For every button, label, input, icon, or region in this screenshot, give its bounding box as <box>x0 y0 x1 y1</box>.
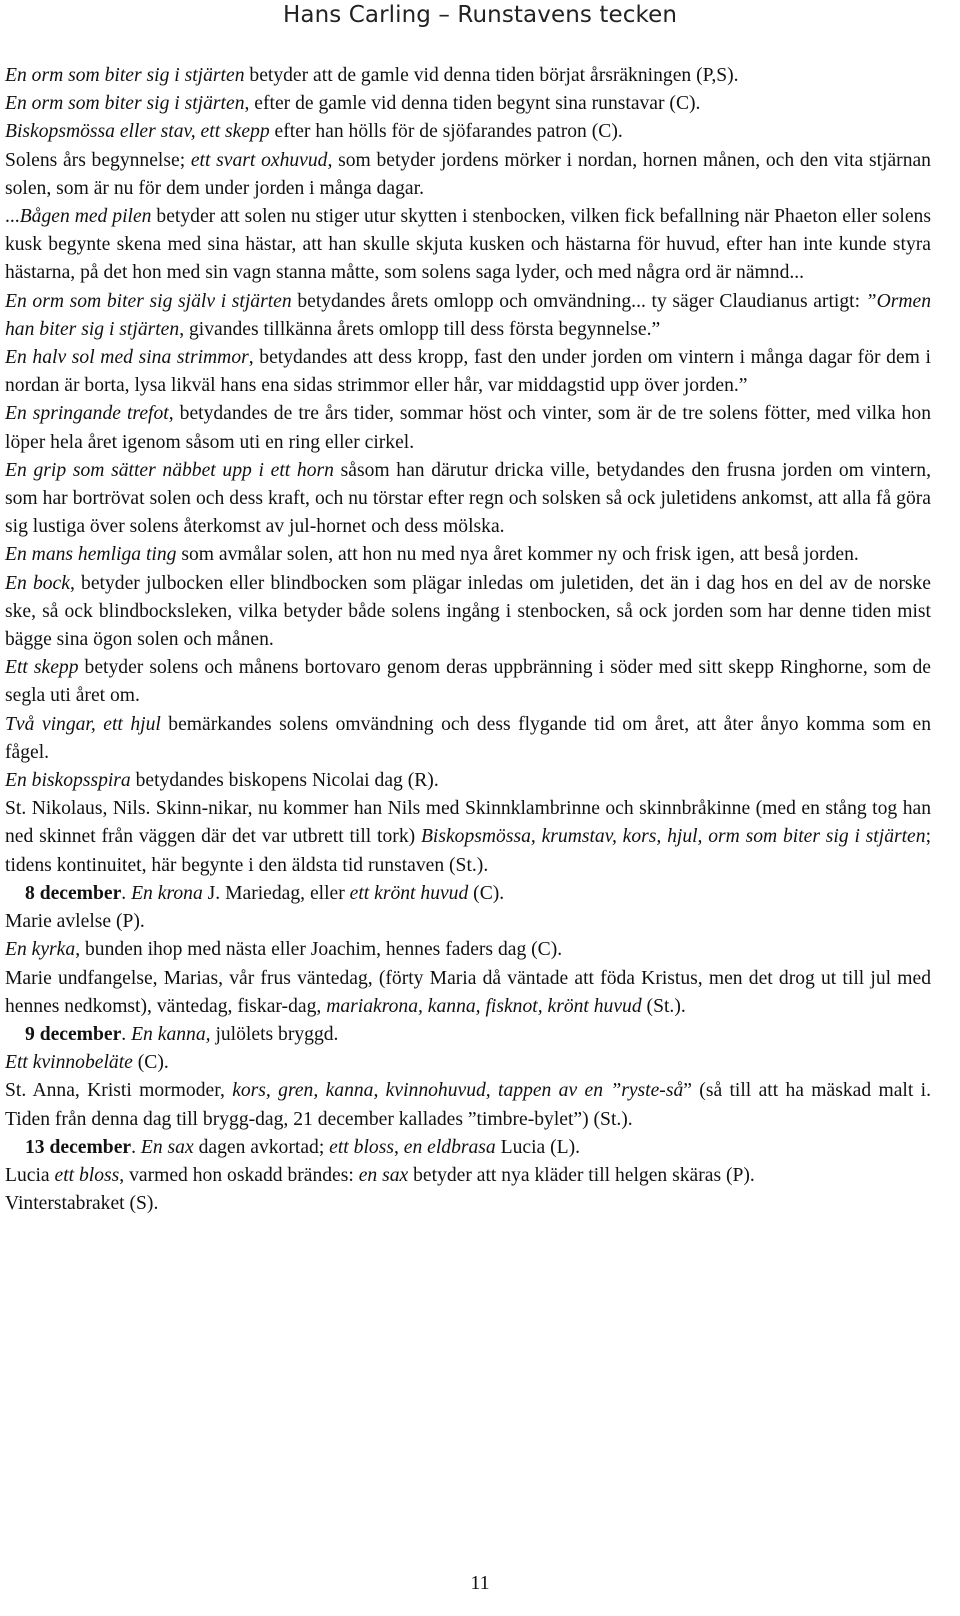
document-body <box>5 62 931 1218</box>
italic-text: Ett skepp <box>5 657 79 679</box>
text-run: Lucia <box>5 1164 55 1186</box>
text-run: (C). <box>132 1052 169 1074</box>
paragraph <box>5 965 931 1021</box>
italic-text: ett svart oxhuvud, <box>190 149 333 171</box>
text-run: ... <box>5 206 20 228</box>
paragraph <box>5 908 931 936</box>
italic-text: En bock <box>5 572 70 594</box>
paragraph <box>5 203 931 288</box>
text-run: julölets bryggd. <box>210 1023 339 1045</box>
italic-text: En krona <box>131 882 203 904</box>
italic-text: Biskopsmössa eller stav, ett skepp <box>5 121 270 143</box>
italic-text: en sax <box>358 1164 409 1186</box>
paragraph <box>5 570 931 655</box>
text-run: St. Nikolaus, Nils. Skinn-nikar, nu kommer han Nils med Skinnklambrinne och skinnbråkinne (med en stång tog han ned skinnet från väggen där det var utbrett till tork) <box>5 798 931 848</box>
text-run: Lucia (L). <box>495 1136 581 1158</box>
text-run: betyder att nya kläder till helgen skäras (P). <box>408 1164 755 1186</box>
paragraph <box>5 1077 931 1133</box>
text-run: som betyder jordens mörker i nordan, hornen månen, och den vita stjärnan solen, som är nu för dem under jorden i många dagar. <box>5 149 931 199</box>
page-number: 11 <box>470 1572 490 1594</box>
text-run: betyder solens och månens bortovaro genom deras uppbränning i söder med sitt skepp Ringhorne, som de segla uti året om. <box>5 657 931 707</box>
bold-date: 9 december <box>25 1023 122 1045</box>
text-run: . <box>121 882 132 904</box>
italic-text: Ett kvinnobeläte <box>5 1052 133 1074</box>
text-run: . <box>121 1023 132 1045</box>
paragraph <box>5 936 931 964</box>
paragraph <box>5 711 931 767</box>
italic-text: En orm som biter sig i stjärten <box>5 65 245 86</box>
text-run: betyder att solen nu stiger utur skytten i stenbocken, vilken fick befallning när Phaeton eller solens kusk begynte skena med sina hästar, att han skulle skjuta kusken och hästarna för huvud, efter han inte kunde styra hästarna, på det hon med sin vagn stanna måtte, som solens saga lyder, och med några ord är nämnd... <box>5 206 931 284</box>
paragraph <box>5 1021 931 1049</box>
bold-date: 8 december <box>25 882 122 904</box>
text-run: , bunden ihop med nästa eller Joachim, hennes faders dag (C). <box>75 939 563 961</box>
text-run: betydandes årets omlopp och omvändning... ty säger Claudianus artigt: <box>291 290 866 312</box>
text-run: , efter de gamle vid denna tiden begynt sina runstavar (C). <box>244 93 701 115</box>
text-run: ” (så till att ha mäskad malt i. Tiden från denna dag till brygg-dag, 21 december kallades ”timbre-bylet”) (St.). <box>5 1080 931 1130</box>
text-run: , givandes tillkänna årets omlopp till dess första begynnelse.” <box>179 318 661 340</box>
text-run: J. Mariedag, eller <box>202 882 350 904</box>
italic-text: En kanna, <box>131 1023 211 1045</box>
italic-text: ett bloss <box>54 1164 120 1186</box>
text-run: Solens års begynnelse; <box>5 149 191 171</box>
italic-text: En mans hemliga ting <box>5 544 177 566</box>
italic-text: ett bloss <box>329 1136 394 1158</box>
italic-text: En halv sol med sina strimmor <box>5 347 249 369</box>
text-run: Marie undfangelse, Marias, vår frus väntedag, (förty Maria då väntade att föda Kristus, men det drog ut till jul med hennes nedkomst), väntedag, fiskar-dag, <box>5 967 931 1017</box>
text-run: ; tidens kontinuitet, här begynte i den äldsta tid runstaven (St.). <box>5 826 932 876</box>
italic-text: Bågen med pilen <box>19 206 152 228</box>
text-run: (St.). <box>641 995 686 1017</box>
italic-text: ett krönt huvud <box>349 882 469 904</box>
italic-text: kors, gren, kanna, kvinnohuvud, tappen av en ”ryste-så <box>232 1080 684 1102</box>
text-run: , <box>393 1136 404 1158</box>
page-header-title: Hans Carling – Runstavens tecken <box>282 2 678 28</box>
text-run: , betydandes att dess kropp, fast den under jorden om vintern i många dagar för dem i nordan är borta, lysa likväl hans ena sidas strimmor eller hår, var middagstid upp över jorden.” <box>5 347 931 397</box>
paragraph <box>5 400 931 456</box>
italic-text: Biskopsmössa, krumstav, kors, hjul, orm som biter sig i stjärten <box>420 826 926 848</box>
text-run: Marie avlelse (P). <box>5 911 145 933</box>
paragraph <box>5 880 931 908</box>
text-run: . <box>131 1136 141 1158</box>
paragraph <box>5 654 931 710</box>
paragraph <box>5 1049 931 1077</box>
text-run: såsom han därutur dricka ville, betydandes den frusna jorden om vintern, som har bortrövat solen och dess kraft, och nu törstar efter regn och solsken så ock juletidens ankomst, att alla få göra sig lustiga över solens återkomst av jul-hornet och dess mölska. <box>5 459 931 538</box>
text-run: betyder att de gamle vid denna tiden börjat årsräkningen (P,S). <box>244 65 739 86</box>
text-run: (C). <box>468 882 505 904</box>
text-run: som avmålar solen, att hon nu med nya året kommer ny och frisk igen, att beså jorden. <box>176 544 859 566</box>
italic-text: mariakrona, kanna, fisknot, krönt huvud <box>326 995 642 1017</box>
paragraph <box>5 457 931 542</box>
italic-text: En orm som biter sig i stjärten <box>5 93 245 115</box>
text-run: St. Anna, Kristi mormoder, <box>5 1080 233 1102</box>
paragraph <box>5 90 931 118</box>
text-run: Vinterstabraket (S). <box>5 1193 159 1215</box>
italic-text: En sax <box>140 1136 194 1158</box>
text-run: , varmed hon oskadd brändes: <box>119 1164 359 1186</box>
paragraph <box>5 118 931 146</box>
paragraph <box>5 147 931 203</box>
italic-text: En biskopsspira <box>5 770 131 792</box>
paragraph <box>5 1162 931 1190</box>
text-run: betydandes biskopens Nicolai dag (R). <box>130 770 439 792</box>
italic-text: En kyrka <box>5 939 76 961</box>
italic-text: en eldbrasa <box>403 1136 496 1158</box>
text-run: bemärkandes solens omvändning och dess flygande tid om året, att åter ånyo komma som en fågel. <box>5 713 931 763</box>
text-run: efter han hölls för de sjöfarandes patron (C). <box>269 121 623 143</box>
paragraph <box>5 344 931 400</box>
paragraph <box>5 288 931 344</box>
paragraph <box>5 62 931 90</box>
italic-text: ”Ormen han biter sig i stjärten <box>5 290 931 340</box>
italic-text: En springande trefot <box>5 403 169 425</box>
italic-text: Två vingar, ett hjul <box>5 713 161 735</box>
text-run: , betyder julbocken eller blindbocken som plägar inledas om juletiden, det än i dag hos en del av de norske ske, så ock blindbocksleken, vilka betyder både solens ingång i stenbocken, så ock jorden som har denne tiden mist bägge sina ögon solen och månen. <box>5 572 931 651</box>
text-run: , betydandes de tre års tider, sommar höst och vinter, som är de tre solens fötter, med vilka hon löper hela året igenom såsom uti en ring eller cirkel. <box>5 403 931 453</box>
bold-date: 13 december <box>25 1136 132 1158</box>
paragraph <box>5 767 931 795</box>
italic-text: En orm som biter sig själv i stjärten <box>5 290 292 312</box>
paragraph <box>5 795 931 880</box>
paragraph <box>5 541 931 569</box>
italic-text: En grip som sätter näbbet upp i ett horn <box>5 459 334 481</box>
paragraph <box>5 1134 931 1162</box>
text-run: dagen avkortad; <box>193 1136 330 1158</box>
paragraph <box>5 1190 931 1218</box>
